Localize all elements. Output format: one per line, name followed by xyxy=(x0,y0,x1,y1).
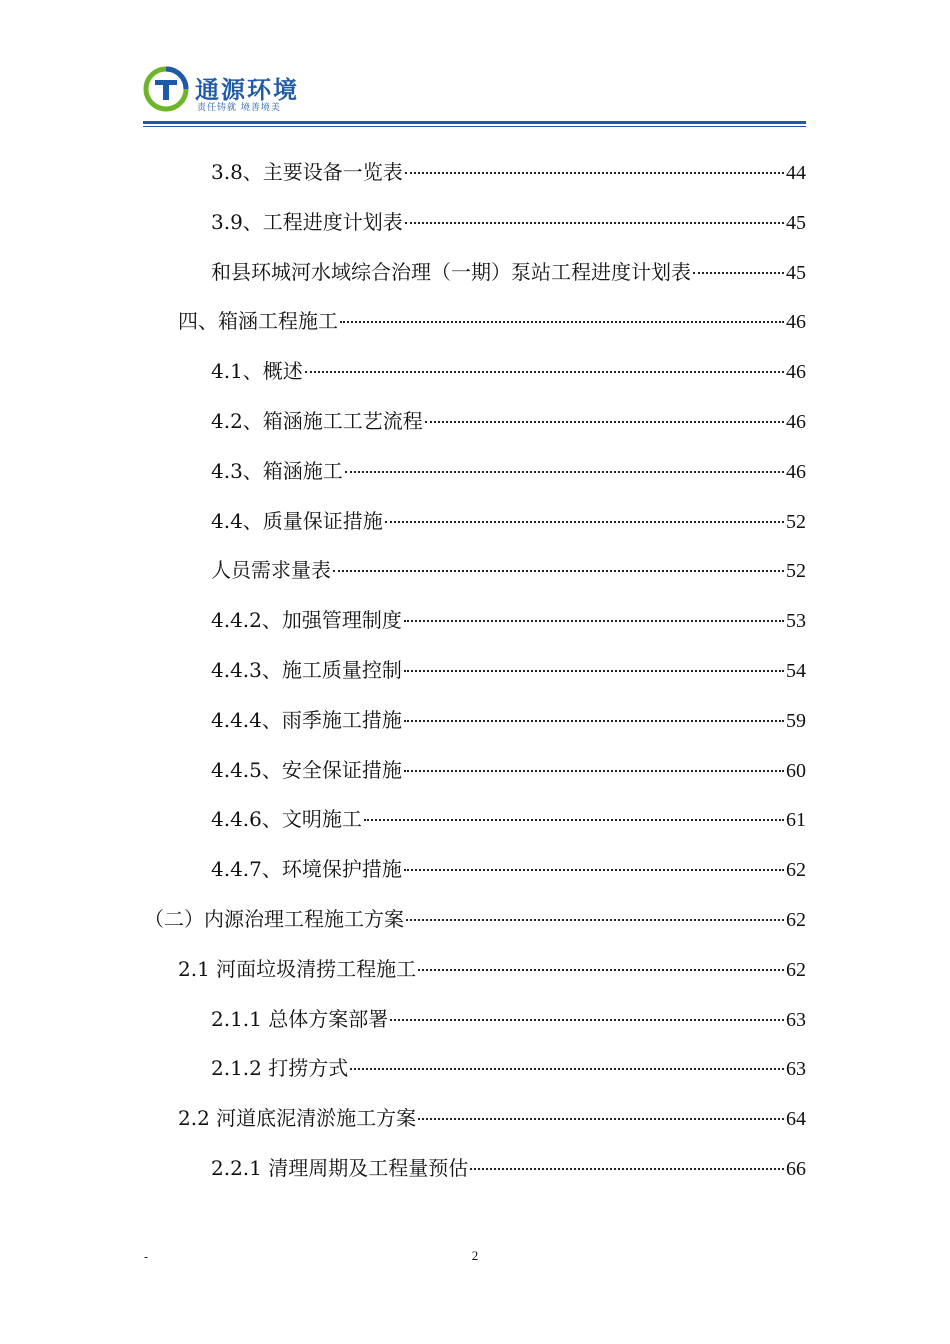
toc-entry[interactable] xyxy=(211,457,806,485)
toc-dot-leader xyxy=(405,222,784,224)
toc-entry-title: 4.2、箱涵施工工艺流程 xyxy=(211,409,423,433)
toc-entry-page: 46 xyxy=(786,460,806,483)
toc-dot-leader xyxy=(364,819,784,821)
toc-entry[interactable] xyxy=(211,656,806,684)
toc-dot-leader xyxy=(350,1068,784,1070)
toc-entry-page: 62 xyxy=(786,859,806,882)
toc-entry-page: 52 xyxy=(786,560,806,583)
toc-entry[interactable] xyxy=(211,357,806,385)
toc-dot-leader xyxy=(404,869,784,871)
toc-entry[interactable] xyxy=(211,407,806,435)
toc-entry[interactable] xyxy=(211,258,806,286)
toc-entry-title: （二）内源治理工程施工方案 xyxy=(144,907,404,931)
toc-entry-page: 44 xyxy=(786,162,806,184)
toc-entry-page: 45 xyxy=(786,261,806,284)
toc-entry[interactable] xyxy=(211,1054,806,1082)
toc-entry-page: 53 xyxy=(786,610,806,633)
toc-entry[interactable] xyxy=(211,606,806,634)
toc-entry-title: 2.2.1 清理周期及工程量预估 xyxy=(211,1156,469,1180)
toc-entry-title: 和县环城河水域综合治理（一期）泵站工程进度计划表 xyxy=(211,259,691,284)
toc-entry-page: 52 xyxy=(786,510,806,533)
toc-dot-leader xyxy=(404,620,784,622)
toc-entry[interactable] xyxy=(211,208,806,236)
toc-entry-title: 四、箱涵工程施工 xyxy=(178,309,338,334)
toc-dot-leader xyxy=(418,1118,784,1120)
toc-entry-title: 人员需求量表 xyxy=(211,558,331,583)
toc-entry-page: 46 xyxy=(786,361,806,384)
page-number: 2 xyxy=(471,1248,479,1263)
toc-entry-page: 61 xyxy=(786,809,806,832)
toc-dot-leader xyxy=(345,471,784,473)
toc-entry-title: 4.4.3、施工质量控制 xyxy=(211,658,402,682)
toc-entry-page: 62 xyxy=(786,958,806,981)
toc-entry-page: 66 xyxy=(786,1158,806,1180)
toc-entry-title: 4.4.6、文明施工 xyxy=(211,807,362,832)
toc-entry-page: 46 xyxy=(786,311,806,334)
toc-dot-leader xyxy=(305,371,784,373)
toc-entry[interactable] xyxy=(211,1154,806,1182)
toc-entry[interactable] xyxy=(211,706,806,734)
toc-entry-page: 54 xyxy=(786,660,806,682)
toc-dot-leader xyxy=(404,720,784,722)
toc-dot-leader xyxy=(425,421,784,423)
toc-entry-page: 60 xyxy=(786,759,806,782)
toc-dot-leader xyxy=(404,770,784,772)
toc-entry-title: 2.2 河道底泥清淤施工方案 xyxy=(178,1106,417,1131)
toc-entry-title: 4.1、概述 xyxy=(211,359,303,384)
toc-entry-page: 64 xyxy=(786,1108,806,1131)
toc-dot-leader xyxy=(418,969,784,971)
toc-dot-leader xyxy=(390,1019,784,1021)
toc-entry[interactable] xyxy=(211,158,806,186)
toc-dot-leader xyxy=(406,919,784,921)
toc-entry[interactable] xyxy=(211,805,806,833)
toc-entry-page: 45 xyxy=(786,211,806,234)
toc-entry-page: 46 xyxy=(786,411,806,433)
toc-entry-title: 2.1.2 打捞方式 xyxy=(211,1056,349,1081)
toc-entry-title: 2.1.1 总体方案部署 xyxy=(211,1006,389,1031)
company-name: 通源环境 xyxy=(195,76,299,104)
toc-entry[interactable] xyxy=(178,955,806,983)
toc-entry-title: 4.4、质量保证措施 xyxy=(211,508,383,533)
toc-entry-title: 4.4.5、安全保证措施 xyxy=(211,757,402,782)
page-header xyxy=(143,60,806,130)
toc-entry[interactable] xyxy=(178,1104,806,1132)
toc-entry[interactable] xyxy=(144,905,806,933)
header-rule-thin xyxy=(143,126,806,127)
toc-dot-leader xyxy=(693,272,784,274)
toc-entry-title: 4.4.2、加强管理制度 xyxy=(211,608,402,633)
toc-entry[interactable] xyxy=(211,1005,806,1033)
toc-dot-leader xyxy=(470,1168,784,1170)
toc-entry-page: 63 xyxy=(786,1008,806,1031)
toc-entry-title: 4.3、箱涵施工 xyxy=(211,458,343,483)
company-logo-icon xyxy=(143,66,189,112)
toc-dot-leader xyxy=(333,570,784,572)
toc-entry-title: 3.9、工程进度计划表 xyxy=(211,209,403,234)
toc-entry-page: 62 xyxy=(786,909,806,931)
toc-entry-title: 3.8、主要设备一览表 xyxy=(211,160,403,184)
toc-entry[interactable] xyxy=(178,307,806,335)
toc-entry-title: 4.4.4、雨季施工措施 xyxy=(211,707,402,732)
toc-entry[interactable] xyxy=(211,556,806,584)
footer-mark: - xyxy=(144,1250,149,1264)
company-slogan: 责任铸就 境善境美 xyxy=(197,103,281,113)
toc-dot-leader xyxy=(340,321,784,323)
toc-dot-leader xyxy=(405,172,784,174)
toc-entry[interactable] xyxy=(211,507,806,535)
toc-entry-page: 63 xyxy=(786,1058,806,1081)
toc-entry-title: 4.4.7、环境保护措施 xyxy=(211,857,402,882)
toc-entry-page: 59 xyxy=(786,709,806,732)
toc-dot-leader xyxy=(385,521,784,523)
toc-entry-title: 2.1 河面垃圾清捞工程施工 xyxy=(178,956,417,981)
toc-entry[interactable] xyxy=(211,756,806,784)
toc-entry[interactable] xyxy=(211,855,806,883)
toc-dot-leader xyxy=(404,670,784,672)
header-rule-thick xyxy=(143,121,806,124)
